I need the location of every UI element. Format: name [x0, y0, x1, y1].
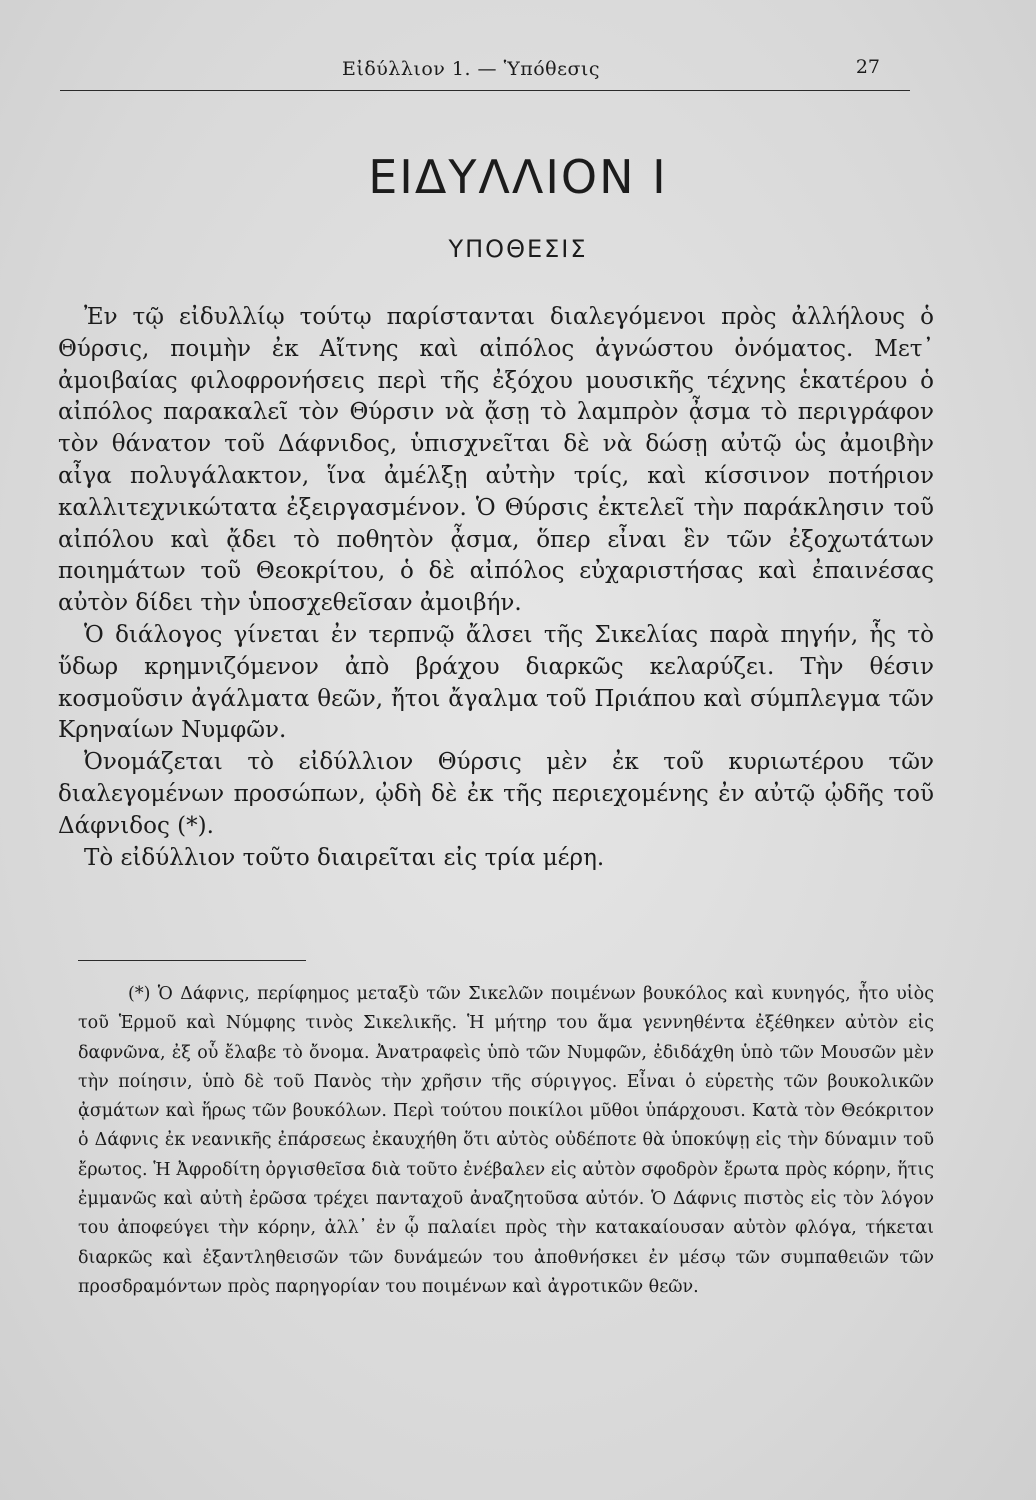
- footnote-text: (*) Ὁ Δάφνις, περίφημος μεταξὺ τῶν Σικελῶν ποιμένων βουκόλος καὶ κυνηγός, ἦτο υἱὸς τοῦ Ἑρμοῦ καὶ Νύμφης τινὸς Σικελικῆς. Ἡ μήτηρ του ἅμα γεννηθέντα ἐξέθηκεν αὐτὸν εἰς δαφνῶνα, ἐξ οὗ ἔλαβε τὸ ὄνομα. Ἀνατραφεὶς ὑπὸ τῶν Νυμφῶν, ἐδιδάχθη ὑπὸ τῶν Μουσῶν μὲν τὴν ποίησιν, ὑπὸ δὲ τοῦ Πανὸς τὴν χρῆσιν τῆς σύριγγος. Εἶναι ὁ εὑρετὴς τῶν βουκολικῶν ᾀσμάτων καὶ ἥρως τῶν βουκόλων. Περὶ τούτου ποικίλοι μῦθοι ὑπάρχουσι. Κατὰ τὸν Θεόκριτον ὁ Δάφνις ἐκ νεανικῆς ἐπάρσεως ἐκαυχήθη ὅτι αὐτὸς οὐδέποτε θὰ ὑποκύψῃ εἰς τὴν δύναμιν τοῦ ἔρωτος. Ἡ Ἀφροδίτη ὀργισθεῖσα διὰ τοῦτο ἐνέβαλεν εἰς αὐτὸν σφοδρὸν ἔρωτα πρὸς κόρην, ἥτις ἐμμανῶς καὶ αὐτὴ ἐρῶσα τρέχει πανταχοῦ ἀναζητοῦσα αὐτόν. Ὁ Δάφνις πιστὸς εἰς τὸν λόγον του ἀποφεύγει τὴν κόρην, ἀλλ᾿ ἐν ᾧ παλαίει πρὸς τὴν κατακαίουσαν αὐτὸν φλόγα, τήκεται διαρκῶς καὶ ἐξαντληθεισῶν τῶν δυνάμεών του ἀποθνήσκει ἐν μέσῳ τῶν συμπαθειῶν τῶν προσδραμόντων πρὸς παρηγορίαν του ποιμένων καὶ ἀγροτικῶν θεῶν.: [78, 984, 934, 1297]
- header-rule: [60, 90, 910, 91]
- running-head: [60, 58, 910, 88]
- paragraph: Ὁ διάλογος γίνεται ἐν τερπνῷ ἄλσει τῆς Σικελίας παρὰ πηγήν, ἧς τὸ ὕδωρ κρημνιζόμενον ἀπὸ βράχου διαρκῶς κελαρύζει. Τὴν θέσιν κοσμοῦσιν ἀγάλματα θεῶν, ἤτοι ἄγαλμα τοῦ Πριάπου καὶ σύμπλεγμα τῶν Κρηναίων Νυμφῶν.: [58, 621, 934, 744]
- paragraph: Ὀνομάζεται τὸ εἰδύλλιον Θύρσις μὲν ἐκ τοῦ κυριωτέρου τῶν διαλεγομένων προσώπων, ᾠδὴ δὲ ἐκ τῆς περιεχομένης ἐν αὐτῷ ᾠδῆς τοῦ Δάφνιδος (*).: [58, 749, 934, 839]
- footnote-rule: [78, 960, 306, 961]
- page-number: 27: [855, 56, 880, 78]
- page-title: ΕΙΔΥΛΛΙΟΝ Ι: [368, 150, 668, 204]
- paragraph: Τὸ εἰδύλλιον τοῦτο διαιρεῖται εἰς τρία μέρη.: [84, 844, 605, 871]
- running-title: Εἰδύλλιον 1. — Ὑπόθεσις: [342, 58, 601, 80]
- footnote: [78, 980, 934, 1302]
- section-subtitle: ΥΠΟΘΕΣΙΣ: [448, 235, 588, 263]
- body-text: [58, 302, 934, 874]
- paragraph: Ἐν τῷ εἰδυλλίῳ τούτῳ παρίστανται διαλεγόμενοι πρὸς ἀλλήλους ὁ Θύρσις, ποιμὴν ἐκ Αἴτνης καὶ αἰπόλος ἀγνώστου ὀνόματος. Μετ᾿ ἀμοιβαίας φιλοφρονήσεις περὶ τῆς ἐξόχου μουσικῆς τέχνης ἑκατέρου ὁ αἰπόλος παρακαλεῖ τὸν Θύρσιν νὰ ᾄσῃ τὸ λαμπρὸν ᾆσμα τὸ περιγράφον τὸν θάνατον τοῦ Δάφνιδος, ὑπισχνεῖται δὲ νὰ δώσῃ αὐτῷ ὡς ἀμοιβὴν αἶγα πολυγάλακτον, ἵνα ἀμέλξῃ αὐτὴν τρίς, καὶ κίσσινον ποτήριον καλλιτεχνικώτατα ἐξειργασμένον. Ὁ Θύρσις ἐκτελεῖ τὴν παράκλησιν τοῦ αἰπόλου καὶ ᾄδει τὸ ποθητὸν ᾆσμα, ὅπερ εἶναι ἓν τῶν ἐξοχωτάτων ποιημάτων τοῦ Θεοκρίτου, ὁ δὲ αἰπόλος εὐχαριστήσας καὶ ἐπαινέσας αὐτὸν δίδει τὴν ὑποσχεθεῖσαν ἀμοιβήν.: [58, 304, 934, 617]
